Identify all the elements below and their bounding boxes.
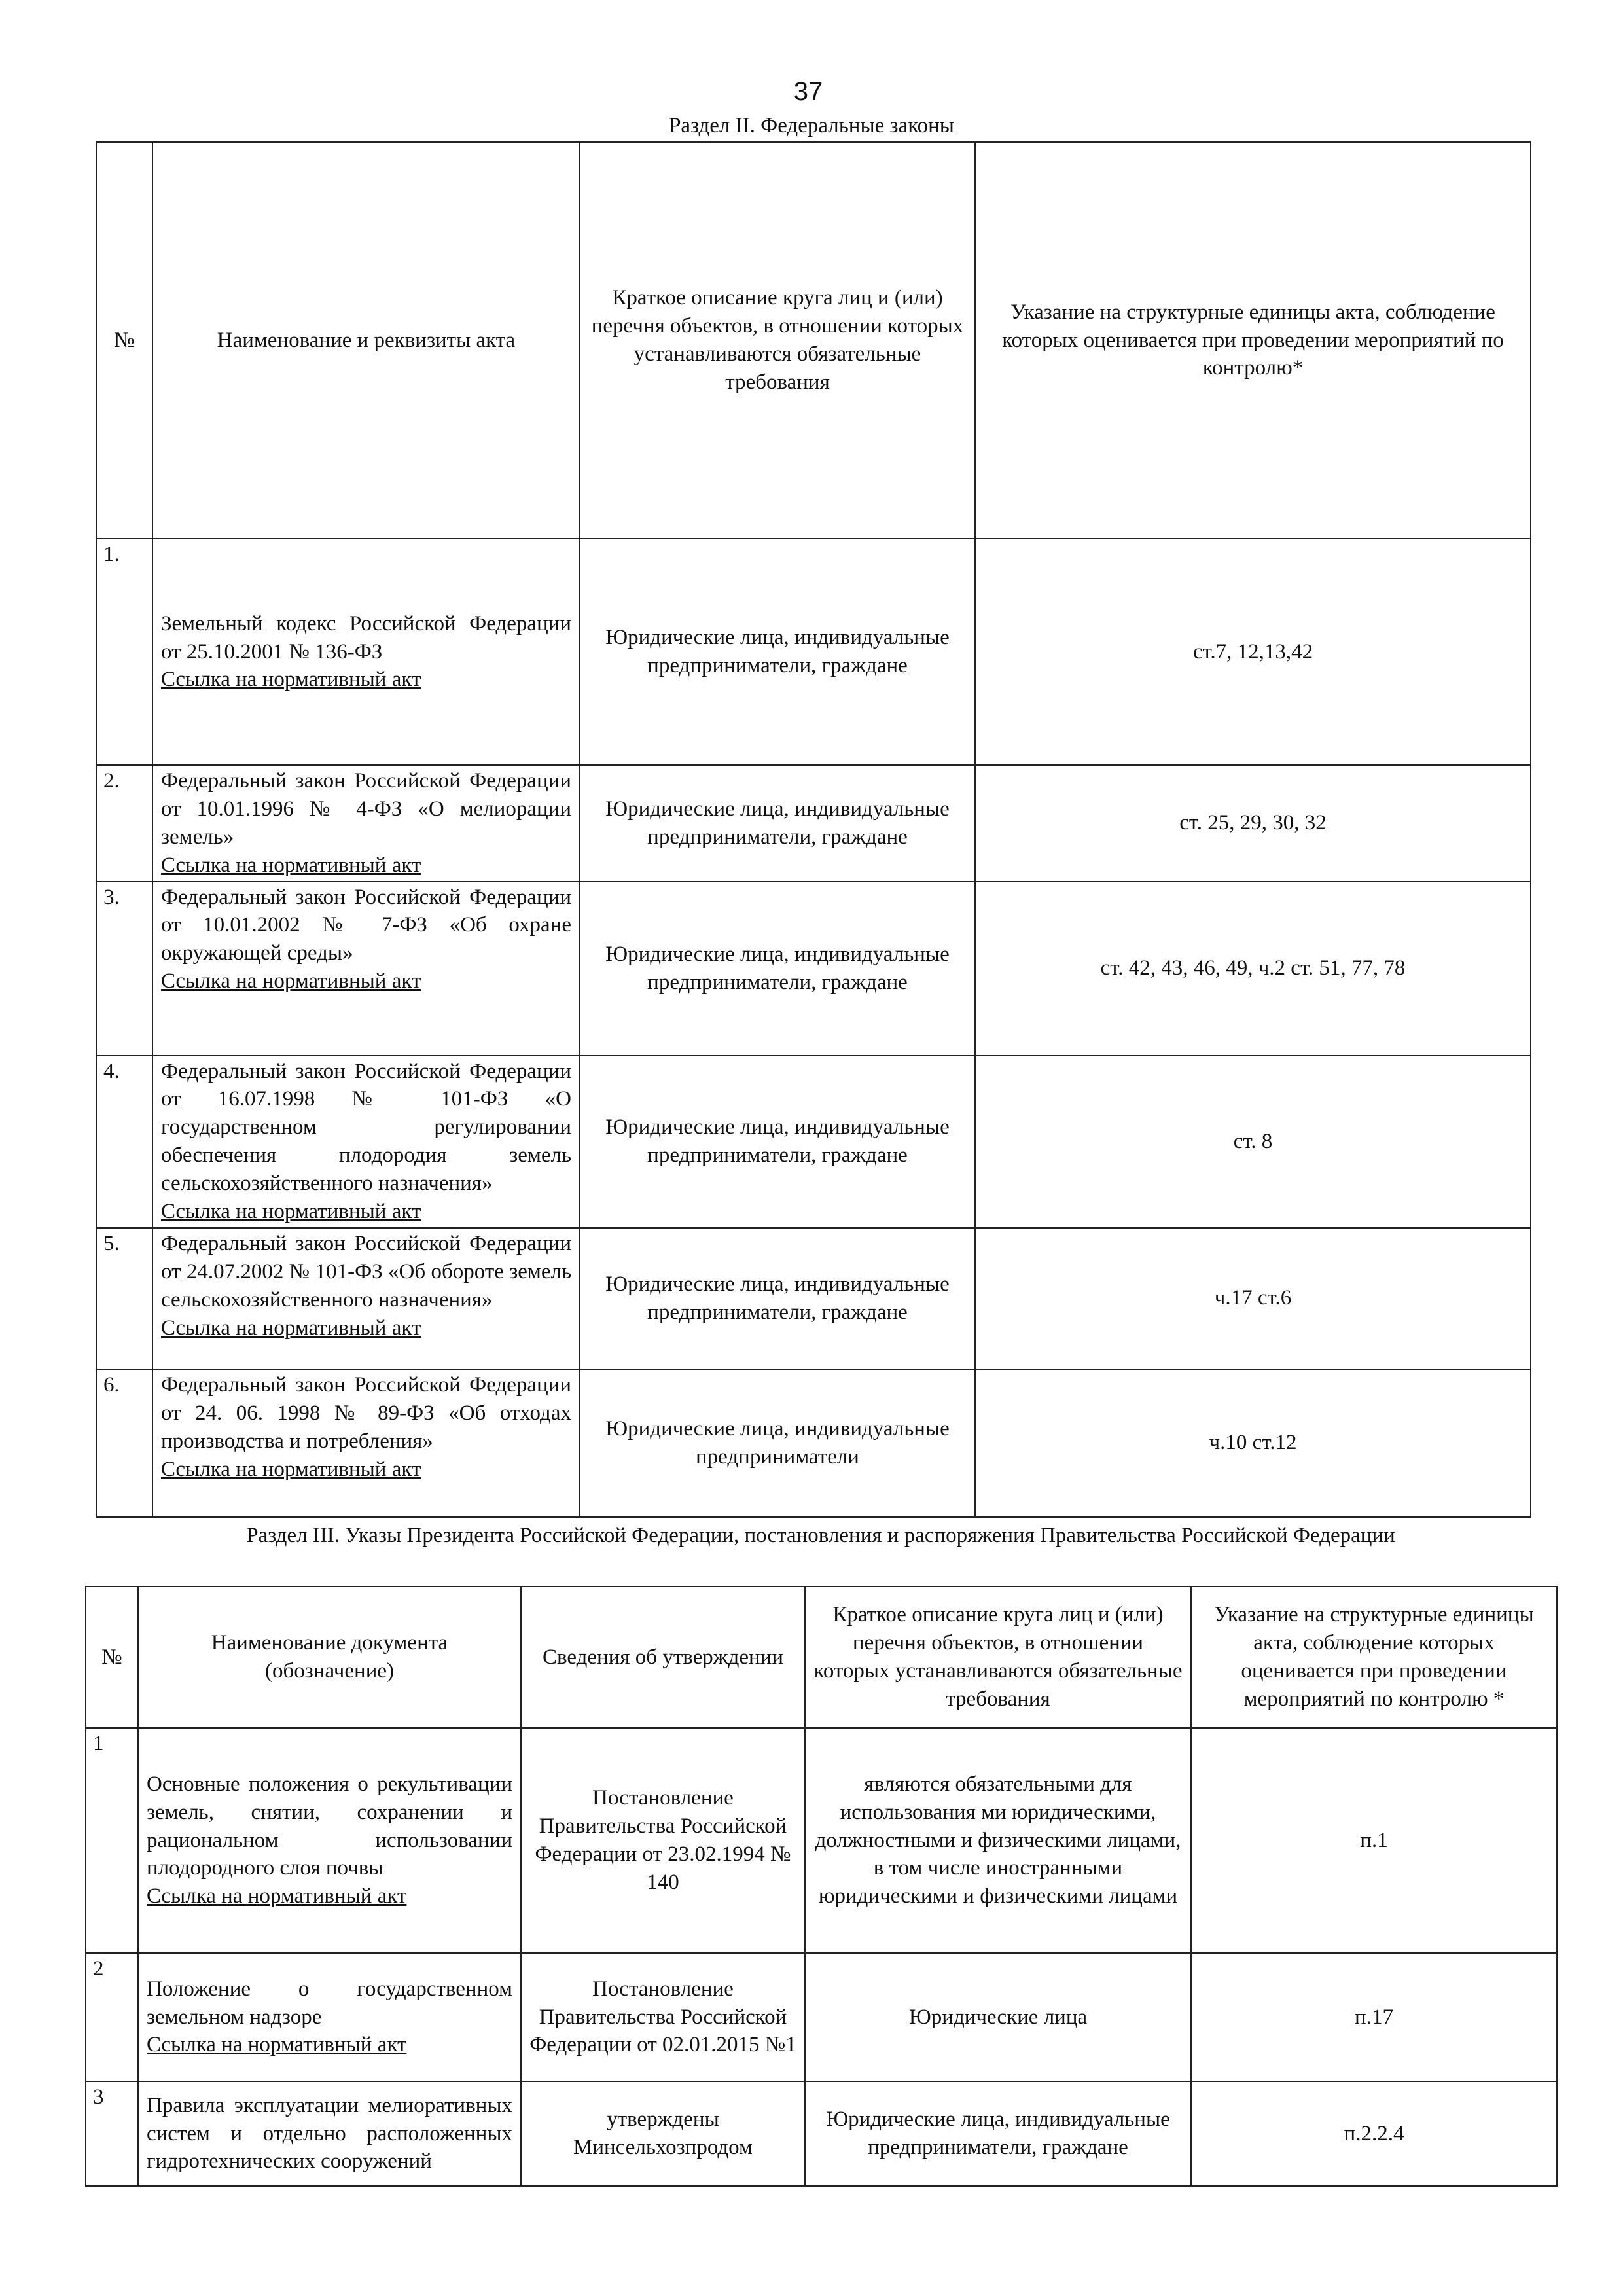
act-link[interactable]: Ссылка на нормативный акт <box>161 668 421 692</box>
document-units: п.2.2.4 <box>1191 2081 1557 2186</box>
table-row <box>96 539 1531 765</box>
act-units: ст.7, 12,13,42 <box>975 539 1531 765</box>
document-approval: утверждены Минсельхозпродом <box>521 2081 805 2186</box>
act-link[interactable]: Ссылка на нормативный акт <box>161 1457 421 1481</box>
act-name <box>152 1056 580 1228</box>
document-link[interactable]: Ссылка на нормативный акт <box>147 1884 407 1909</box>
act-name-text: Федеральный закон Российской Федерации от 10.01.1996 № 4-ФЗ «О мелиорации земель» <box>161 769 571 849</box>
row-num: 3. <box>96 882 152 1056</box>
act-link[interactable]: Ссылка на нормативный акт <box>161 1316 421 1340</box>
header-num: № <box>96 142 152 539</box>
row-num: 6. <box>96 1369 152 1517</box>
table-row <box>96 765 1531 882</box>
document-units: п.17 <box>1191 1953 1557 2081</box>
header-structural-units: Указание на структурные единицы акта, соблюдение которых оценивается при проведении мероприятий по контролю* <box>975 142 1531 539</box>
document-subjects: Юридические лица, индивидуальные предприниматели, граждане <box>805 2081 1191 2186</box>
header-subjects: Краткое описание круга лиц и (или) перечня объектов, в отношении которых устанавливаются обязательные требования <box>580 142 975 539</box>
section-2-title: Раздел II. Федеральные законы <box>669 114 954 137</box>
document-subjects: являются обязательными для использования ми юридическими, должностными и физическими лицами, в том числе иностранными юридическими и физическими лицами <box>805 1728 1191 1953</box>
row-num: 2. <box>96 765 152 882</box>
document-name-text: Основные положения о рекультивации земель, снятии, сохранении и рациональном использовании плодородного слоя почвы <box>147 1772 512 1880</box>
act-name-text: Земельный кодекс Российской Федерации от 25.10.2001 № 136-ФЗ <box>161 611 571 664</box>
table-row <box>96 1056 1531 1228</box>
row-num: 4. <box>96 1056 152 1228</box>
row-num: 1. <box>96 539 152 765</box>
table-row <box>86 1728 1557 1953</box>
document-name-text: Правила эксплуатации мелиоративных систем и отдельно расположенных гидротехнических сооружений <box>147 2093 512 2174</box>
act-subjects: Юридические лица, индивидуальные предприниматели, граждане <box>580 1056 975 1228</box>
page-number: 37 <box>793 77 823 106</box>
table-row <box>96 1369 1531 1517</box>
act-subjects: Юридические лица, индивидуальные предприниматели, граждане <box>580 882 975 1056</box>
row-num: 2 <box>86 1953 138 2081</box>
row-num: 3 <box>86 2081 138 2186</box>
act-units: ст. 25, 29, 30, 32 <box>975 765 1531 882</box>
header-num: № <box>86 1587 138 1728</box>
decrees-table <box>85 1586 1558 2187</box>
document-approval: Постановление Правительства Российской Федерации от 23.02.1994 № 140 <box>521 1728 805 1953</box>
act-subjects: Юридические лица, индивидуальные предприниматели, граждане <box>580 539 975 765</box>
act-units: ч.17 ст.6 <box>975 1228 1531 1369</box>
act-name <box>152 1228 580 1369</box>
act-subjects: Юридические лица, индивидуальные предприниматели, граждане <box>580 765 975 882</box>
document-name <box>138 1953 521 2081</box>
table-row <box>96 882 1531 1056</box>
act-link[interactable]: Ссылка на нормативный акт <box>161 1200 421 1224</box>
document-name <box>138 1728 521 1953</box>
header-act-name: Наименование и реквизиты акта <box>152 142 580 539</box>
act-subjects: Юридические лица, индивидуальные предприниматели <box>580 1369 975 1517</box>
row-num: 1 <box>86 1728 138 1953</box>
act-name-text: Федеральный закон Российской Федерации от 16.07.1998 № 101-ФЗ «О государственном регулировании обеспечения плодородия земель сельскохозяйственного назначения» <box>161 1059 571 1196</box>
header-structural-units: Указание на структурные единицы акта, соблюдение которых оценивается при проведении мероприятий по контролю * <box>1191 1587 1557 1728</box>
act-name-text: Федеральный закон Российской Федерации от 24. 06. 1998 № 89-ФЗ «Об отходах производства и потребления» <box>161 1372 571 1453</box>
document-units: п.1 <box>1191 1728 1557 1953</box>
row-num: 5. <box>96 1228 152 1369</box>
document-name <box>138 2081 521 2186</box>
act-units: ст. 42, 43, 46, 49, ч.2 ст. 51, 77, 78 <box>975 882 1531 1056</box>
document-approval: Постановление Правительства Российской Федерации от 02.01.2015 №1 <box>521 1953 805 2081</box>
act-name <box>152 1369 580 1517</box>
header-approval: Сведения об утверждении <box>521 1587 805 1728</box>
table-header-row <box>96 142 1531 539</box>
federal-laws-table <box>96 141 1531 1518</box>
act-name <box>152 765 580 882</box>
header-document-name: Наименование документа (обозначение) <box>138 1587 521 1728</box>
act-name-text: Федеральный закон Российской Федерации от 24.07.2002 № 101-ФЗ «Об обороте земель сельскохозяйственного назначения» <box>161 1231 571 1312</box>
document-subjects: Юридические лица <box>805 1953 1191 2081</box>
header-subjects: Краткое описание круга лиц и (или) перечня объектов, в отношении которых устанавливаются обязательные требования <box>805 1587 1191 1728</box>
section-3-title: Раздел III. Указы Президента Российской Федерации, постановления и распоряжения Правительства Российской Федерации <box>246 1524 1395 1547</box>
table-header-row <box>86 1587 1557 1728</box>
act-units: ч.10 ст.12 <box>975 1369 1531 1517</box>
act-units: ст. 8 <box>975 1056 1531 1228</box>
act-name <box>152 882 580 1056</box>
act-subjects: Юридические лица, индивидуальные предприниматели, граждане <box>580 1228 975 1369</box>
act-name-text: Федеральный закон Российской Федерации от 10.01.2002 № 7-ФЗ «Об охране окружающей среды» <box>161 885 571 965</box>
table-row <box>96 1228 1531 1369</box>
document-name-text: Положение о государственном земельном надзоре <box>147 1977 512 2029</box>
document-link[interactable]: Ссылка на нормативный акт <box>147 2033 407 2057</box>
table-row <box>86 2081 1557 2186</box>
act-link[interactable]: Ссылка на нормативный акт <box>161 853 421 877</box>
act-link[interactable]: Ссылка на нормативный акт <box>161 969 421 994</box>
table-row <box>86 1953 1557 2081</box>
act-name <box>152 539 580 765</box>
